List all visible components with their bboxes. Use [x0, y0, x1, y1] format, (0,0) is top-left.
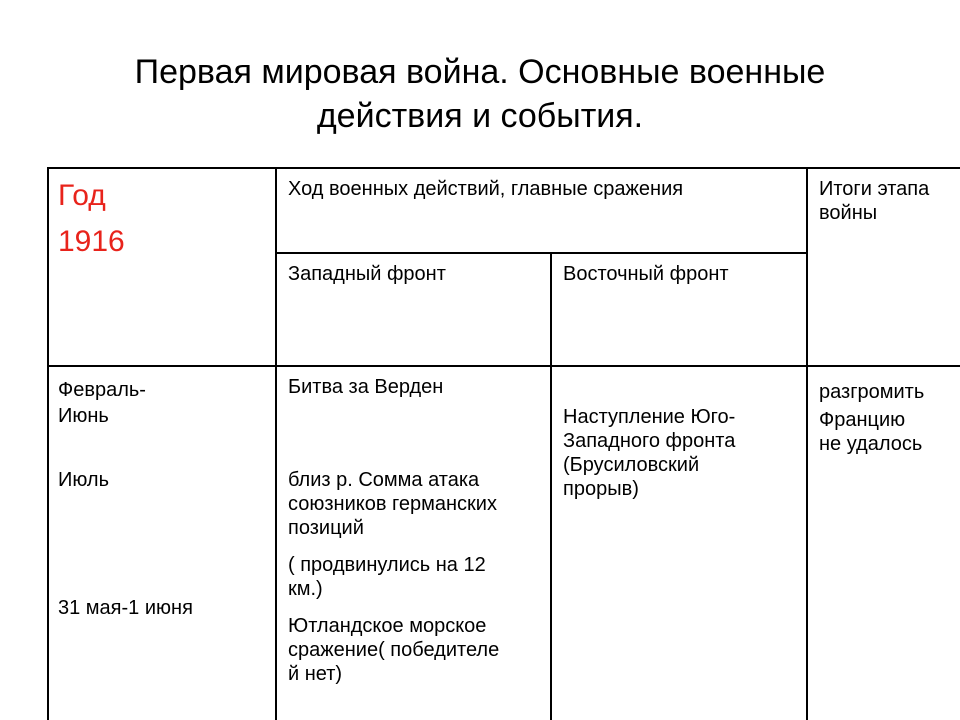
date-feb: Февраль- — [58, 379, 146, 401]
advance-line-2: км.) — [288, 578, 323, 600]
col-divider-1 — [275, 167, 277, 720]
title-line-2: действия и события. — [316, 97, 644, 135]
year-label: Год — [58, 179, 106, 212]
results-header-line-2: войны — [819, 202, 878, 224]
col-divider-2 — [550, 252, 552, 720]
result-line-3: не удалось — [819, 433, 923, 455]
jutland-battle — [288, 614, 499, 686]
header-bottom-border — [48, 365, 960, 367]
results-header-cell — [819, 177, 929, 225]
somme-attack — [288, 468, 497, 540]
western-front-header: Западный фронт — [288, 263, 446, 285]
brusilov-offensive — [563, 405, 735, 501]
table-top-border — [48, 167, 960, 169]
somme-line-3: позиций — [288, 517, 364, 539]
col-divider-3 — [806, 167, 808, 720]
year-header-cell — [58, 173, 125, 265]
results-header-line-1: Итоги этапа — [819, 178, 930, 200]
somme-line-2: союзников германских — [288, 493, 497, 515]
jutland-line-3: й нет) — [288, 663, 343, 685]
somme-advance — [288, 553, 486, 601]
verdun-battle: Битва за Верден — [288, 376, 444, 398]
somme-line-1: близ р. Сомма атака — [288, 469, 480, 491]
stage-result — [819, 378, 924, 458]
jutland-line-1: Ютландское морское — [288, 615, 487, 637]
slide-title — [0, 50, 960, 138]
result-line-2: Францию — [819, 409, 906, 431]
brusilov-line-3: (Брусиловский — [563, 454, 700, 476]
result-line-1: разгромить — [819, 381, 925, 403]
subheader-border — [275, 252, 807, 254]
eastern-front-header: Восточный фронт — [563, 263, 729, 285]
brusilov-line-1: Наступление Юго- — [563, 406, 736, 428]
title-line-1: Первая мировая война. Основные военные — [134, 53, 826, 91]
date-july: Июль — [58, 469, 110, 491]
year-value: 1916 — [58, 225, 125, 258]
table-left-border — [47, 167, 49, 720]
jutland-line-2: сражение( победителе — [288, 639, 500, 661]
date-june: Июнь — [58, 405, 109, 427]
course-header-cell: Ход военных действий, главные сражения — [288, 178, 684, 200]
brusilov-line-2: Западного фронта — [563, 430, 736, 452]
advance-line-1: ( продвинулись на 12 — [288, 554, 486, 576]
brusilov-line-4: прорыв) — [563, 478, 639, 500]
date-may-june: 31 мая-1 июня — [58, 597, 193, 619]
